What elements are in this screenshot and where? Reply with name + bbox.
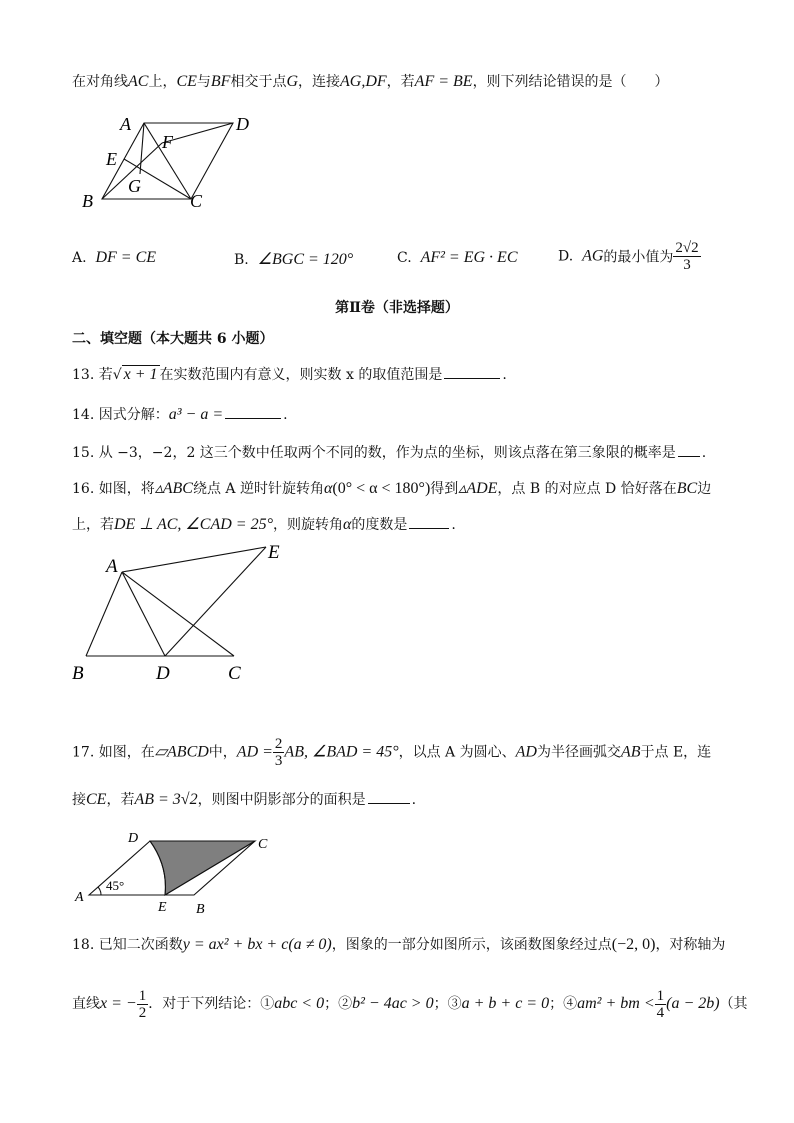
q13-sqrt: x + 1 — [123, 366, 158, 383]
section2-title: 二、填空题（本大题共 6 小题） — [72, 331, 274, 347]
q17-fraction: $\frac{2}{3}$ — [274, 736, 283, 769]
q17-parallelogram-figure — [70, 826, 280, 918]
q18-half-fraction: $\frac{1}{2}$ — [138, 987, 147, 1021]
q12-ac: AC — [128, 73, 149, 90]
fig17-label-c: C — [258, 837, 268, 852]
fig12-label-e: E — [106, 149, 117, 169]
q18-line1: 18. 已知二次函数y = ax² + bx + c(a ≠ 0)，图象的一部分如图所示，该函数图象经过点(−2, 0)，对称轴为 — [72, 936, 726, 953]
fig17-label-b: B — [196, 902, 205, 917]
fig17-label-a: A — [75, 890, 84, 905]
q18-line2: 直线x = − $\frac{1}{2}$ ．对于下列结论：①abc < 0；②b² − 4ac > 0；③a + b + c = 0；④am² + bm < $\frac{1}{4}$ (a − 2b)（其 — [72, 987, 748, 1021]
fig12-label-a: A — [120, 114, 131, 134]
q15-answer-blank[interactable] — [678, 442, 700, 457]
q12-rhombus-figure — [76, 108, 266, 218]
q15: 15. 从 −3，−2，2 这三个数中任取两个不同的数，作为点的坐标，则该点落在第三象限的概率是 . — [72, 442, 706, 463]
q14-answer-blank[interactable] — [225, 404, 281, 419]
q16-rotation-figure — [66, 536, 296, 686]
q12-option-c[interactable]: C. AF² = EG · EC — [397, 249, 518, 266]
fig17-angle-label: 45° — [106, 878, 125, 893]
fig12-label-f: F — [162, 132, 173, 152]
q13-answer-blank[interactable] — [444, 364, 500, 379]
q14: 14. 因式分解：a³ − a = . — [72, 406, 288, 423]
q17-answer-blank[interactable] — [368, 789, 410, 804]
q17-line2: 接CE，若AB = 3√2，则图中阴影部分的面积是 . — [72, 791, 417, 808]
q18-quarter-fraction: $\frac{1}{4}$ — [656, 987, 665, 1021]
fig12-label-b: B — [82, 191, 93, 211]
q12-option-b[interactable]: B. ∠BGC = 120° — [234, 251, 354, 268]
fig16-label-a: A — [106, 556, 118, 577]
fig17-label-d: D — [128, 831, 139, 846]
fig16-label-e: E — [268, 542, 280, 563]
q12-line1: 在对角线AC上，CE与BF相交于点G，连接AG,DF，若AF = BE，则下列结论错误的是（ ） — [72, 73, 669, 90]
q12-option-a[interactable]: A. DF = CE — [72, 249, 157, 266]
fig16-label-d: D — [156, 663, 170, 684]
fig12-label-d: D — [236, 114, 249, 134]
fig12-label-g: G — [128, 176, 141, 196]
fig12-label-c: C — [190, 191, 203, 211]
q13: 13. 若√ x + 1 在实数范围内有意义，则实数 x 的取值范围是 . — [72, 366, 507, 383]
fig16-label-c: C — [228, 663, 241, 684]
q16-answer-blank[interactable] — [409, 514, 449, 529]
q12-option-d-fraction: $\frac{2√2}{3}$ — [675, 240, 699, 273]
q17-line1: 17. 如图，在▱ABCD中，AD = $\frac{2}{3}$ AB, ∠BAD = 45°，以点 A 为圆心、AD为半径画弧交AB于点 E，连 — [72, 736, 712, 769]
q16-line1: 16. 如图，将▵ABC绕点 A 逆时针旋转角α(0° < α < 180°)得到▵ADE，点 B 的对应点 D 恰好落在BC边 — [72, 480, 712, 497]
part2-title: 第Ⅱ卷（非选择题） — [335, 300, 459, 316]
fig16-label-b: B — [72, 663, 84, 684]
fig17-label-e: E — [158, 900, 167, 915]
q16-line2: 上，若DE ⊥ AC, ∠CAD = 25°，则旋转角α的度数是 . — [72, 516, 456, 533]
q12-option-d[interactable]: D. AG的最小值为 $\frac{2√2}{3}$ — [558, 240, 699, 273]
